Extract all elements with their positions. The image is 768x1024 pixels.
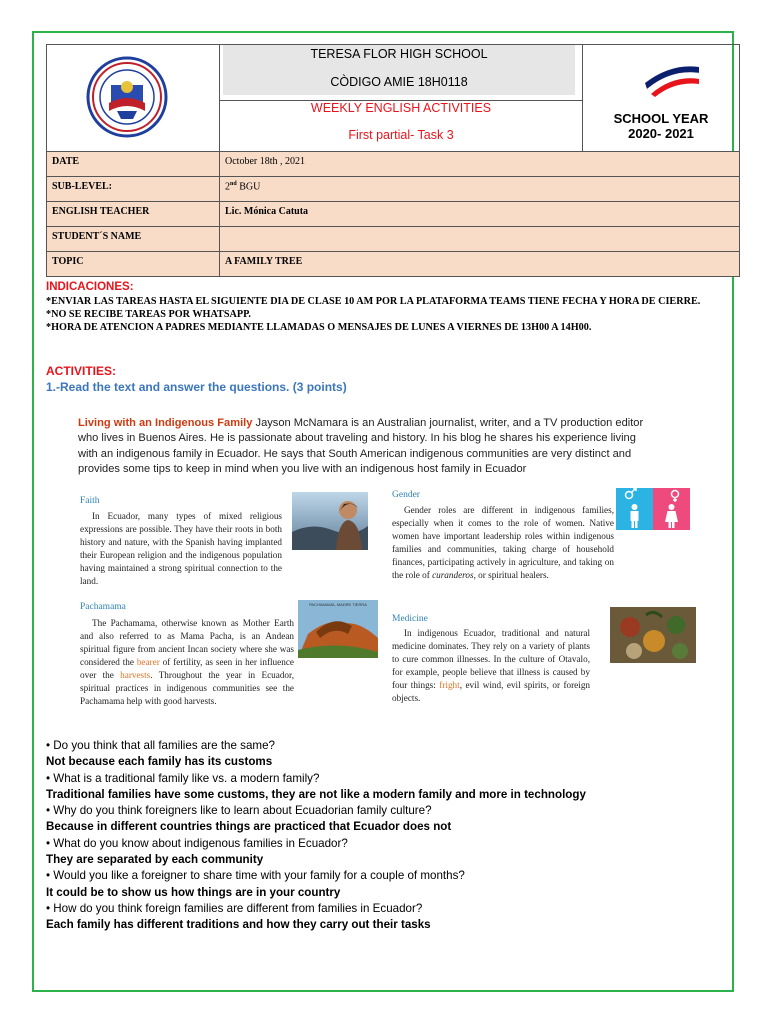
question-6: • How do you think foreign families are different from families in Ecuador?	[46, 901, 423, 915]
faith-text: In Ecuador, many types of mixed religious expressions are possible. They have their roots in both history and nature, with the Spanish having implanted their European religion and the indigenous population having maintained a strong spiritual connection to the land.	[80, 511, 282, 586]
date-label: DATE	[47, 152, 220, 177]
school-name-cell	[220, 45, 583, 101]
reading-intro	[78, 416, 658, 478]
pachamama-title: Pachamama	[80, 602, 126, 612]
pachamama-image-caption: PACHAMAMA, MADRE TIERRA	[309, 602, 367, 607]
header-table	[46, 44, 740, 160]
school-year-label: SCHOOL YEAR	[613, 111, 709, 126]
medicine-text	[392, 627, 590, 705]
amie-code: CÒDIGO AMIE 18H0118	[330, 75, 468, 89]
gender-text-b: , or spiritual healers.	[473, 570, 549, 580]
answer-3: Because in different countries things are practiced that Ecuador does not	[46, 820, 452, 834]
gender-icon	[616, 488, 690, 530]
pachamama-text-a: The Pachamama, otherwise known as Mother Earth and also referred to as Mama Pacha, is an Andean spiritual figure from ancient Incan society where she was considered the	[80, 618, 294, 667]
pachamama-text	[80, 617, 294, 708]
answer-2: Traditional families have some customs, they are not like a modern family and more in technology	[46, 787, 586, 801]
medicine-title: Medicine	[392, 614, 428, 624]
info-row-topic	[47, 252, 740, 277]
sublevel-label: SUB-LEVEL:	[47, 177, 220, 202]
activities-question: 1.-Read the text and answer the questions. (3 points)	[46, 380, 347, 394]
gender-text-a: Gender roles are different in indigenous families, especially when it comes to the role of women. Native women have important leadership roles within indigenous families and communities, taking charge of household finances, participating actively in agriculture, and taking on the role of	[392, 505, 614, 580]
student-name-label: STUDENT´S NAME	[47, 227, 220, 252]
teacher-label: ENGLISH TEACHER	[47, 202, 220, 227]
info-row-sublevel	[47, 177, 740, 202]
answer-5: It could be to show us how things are in your country	[46, 885, 341, 899]
info-table	[46, 151, 740, 277]
medicine-text-b: , evil wind, evil spirits, or foreign objects.	[392, 680, 591, 703]
school-year-cell	[583, 45, 740, 160]
pachamama-text-b: of fertility, as seen in her influence over the	[80, 657, 294, 680]
indicaciones-title: INDICACIONES:	[46, 281, 134, 293]
faith-title: Faith	[80, 496, 100, 506]
sublevel-value	[220, 177, 740, 202]
question-1: • Do you think that all families are the same?	[46, 739, 275, 752]
student-name-value[interactable]	[220, 227, 740, 252]
female-icon	[653, 488, 690, 530]
info-row-student	[47, 227, 740, 252]
medicine-highlight-fright: fright	[439, 680, 460, 690]
question-5: • Would you like a foreigner to share time with your family for a couple of months?	[46, 869, 465, 883]
question-3: • Why do you think foreigners like to learn about Ecuadorian family culture?	[46, 804, 432, 818]
answer-6: Each family has different traditions and how they carry out their tasks	[46, 918, 431, 932]
pachamama-highlight-bearer: bearer	[136, 657, 160, 667]
sublevel-number: 2	[225, 181, 230, 193]
partial-title: First partial- Task 3	[348, 128, 454, 142]
topic-value: A FAMILY TREE	[220, 252, 740, 277]
indicacion-item: *NO SE RECIBE TAREAS POR WHATSAPP.	[46, 309, 251, 320]
medicine-image	[610, 607, 696, 663]
pachamama-highlight-harvests: harvests	[120, 670, 151, 680]
reading-body: Jayson McNamara is an Australian journalist, writer, and a TV production editor who lives in Buenos Aires. He is passionate about traveling and history. In his blog he shares his experience living with an indigenous family in Ecuador. He says that South American indigenous communities are very distinct and provides some tips to keep in mind when you live with an indigenous host family in Ecuador	[78, 417, 644, 476]
faith-image	[292, 492, 368, 550]
pachamama-image	[298, 600, 378, 658]
activities-title: ACTIVITIES:	[46, 364, 117, 378]
date-value: October 18th , 2021	[220, 152, 740, 177]
indicaciones-list	[46, 295, 726, 334]
question-2: • What is a traditional family like vs. a modern family?	[46, 771, 320, 785]
school-logo-cell	[47, 45, 220, 160]
reading-title: Living with an Indigenous Family	[78, 417, 253, 429]
weekly-title: WEEKLY ENGLISH ACTIVITIES	[310, 101, 492, 115]
indicacion-item: *HORA DE ATENCION A PADRES MEDIANTE LLAMADAS O MENSAJES DE LUNES A VIERNES DE 13H00 A 14H00.	[46, 322, 592, 333]
question-4: • What do you know about indigenous families in Ecuador?	[46, 836, 348, 850]
sublevel-rest: BGU	[236, 181, 261, 193]
questions-answers	[46, 738, 726, 934]
topic-label: TOPIC	[47, 252, 220, 277]
pachamama-text-c: . Throughout the year in Ecuador, spiritual practices in indigenous communities see the Pachamama help with good harvests.	[80, 670, 294, 706]
ecuador-flag-icon	[643, 61, 701, 97]
gender-title: Gender	[392, 490, 420, 500]
teacher-value: Lic. Mónica Catuta	[220, 202, 740, 227]
school-year-value: 2020- 2021	[628, 126, 694, 141]
indicacion-item: *ENVIAR LAS TAREAS HASTA EL SIGUIENTE DIA DE CLASE 10 AM POR LA PLATAFORMA TEAMS TIENE FECHA Y HORA DE CIERRE.	[46, 296, 701, 307]
gender-text-em: curanderos	[432, 570, 474, 580]
answer-1: Not because each family has its customs	[46, 755, 273, 769]
school-logo	[47, 45, 219, 154]
school-name: TERESA FLOR HIGH SCHOOL	[310, 47, 488, 61]
gender-text	[392, 504, 614, 582]
sublevel-suffix: nd	[230, 181, 237, 187]
male-icon	[616, 488, 653, 530]
info-row-teacher	[47, 202, 740, 227]
info-row-date	[47, 152, 740, 177]
medicine-text-a: In indigenous Ecuador, traditional and natural medicine dominates. They rely on a variety of plants to cure common illnesses. In the culture of Otavalo, for example, people believe that illness is caused by four things:	[392, 628, 590, 690]
answer-4: They are separated by each community	[46, 853, 264, 867]
